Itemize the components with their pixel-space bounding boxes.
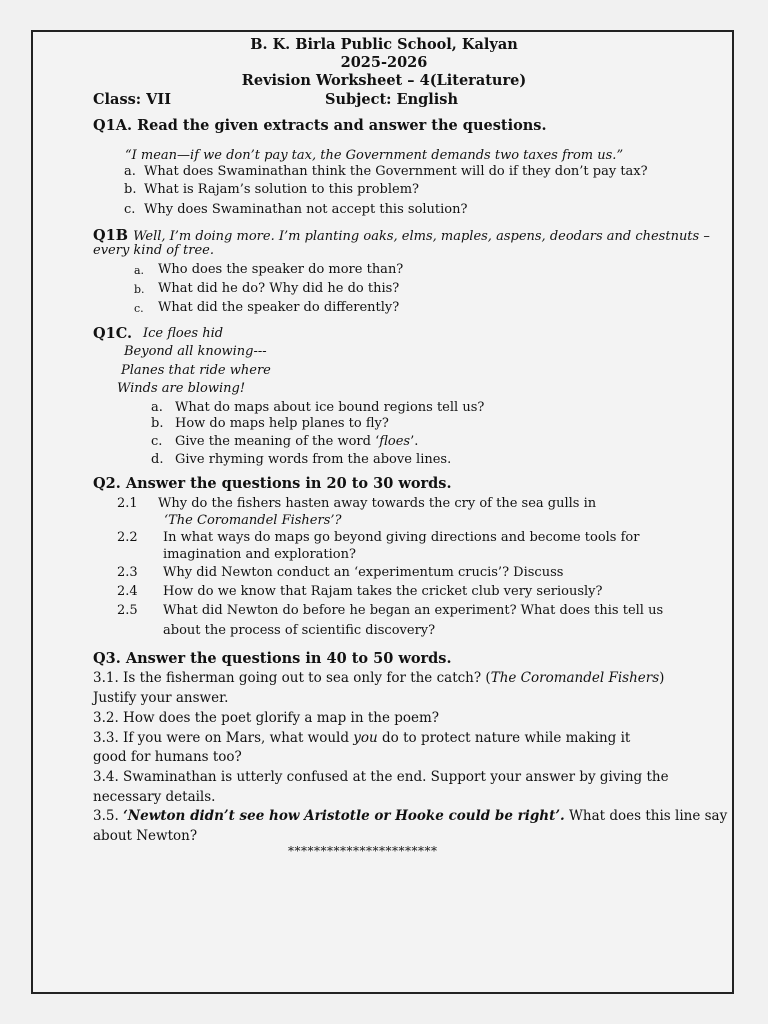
q2-item-number: 2.1	[117, 496, 138, 511]
q1c-item-text: What do maps about ice bound regions tell us?	[175, 400, 485, 415]
q2-item-text: How do we know that Rajam takes the cricket club very seriously?	[163, 584, 603, 599]
q1c-item-marker: a.	[151, 400, 163, 415]
q1a-item-text: What does Swaminathan think the Government will do if they don’t pay tax?	[144, 164, 648, 179]
school-name: B. K. Birla Public School, Kalyan	[250, 36, 518, 53]
q1a-heading: Q1A. Read the given extracts and answer the questions.	[93, 117, 547, 134]
q1a-item-marker: a.	[124, 164, 136, 179]
q1b-item-marker: c.	[134, 302, 144, 315]
q1a-item-marker: c.	[124, 202, 136, 217]
q2-item-number: 2.4	[117, 584, 138, 599]
q3-item-3-3-line2: good for humans too?	[93, 749, 242, 765]
q3-item-text: 3.3. If you were on Mars, what would	[93, 730, 354, 746]
q3-item-text: )	[659, 670, 665, 686]
q2-item-number: 2.2	[117, 530, 138, 545]
q1c-item-marker: c.	[151, 434, 163, 449]
q1c-item-marker: d.	[151, 452, 164, 467]
q1c-item-text-part: ’.	[410, 434, 419, 449]
q1a-item-text: What is Rajam’s solution to this problem?	[144, 182, 419, 197]
q2-item-number: 2.5	[117, 603, 138, 618]
end-stars-divider: ***********************	[288, 844, 438, 858]
q1b-extract-text: Well, I’m doing more. I’m planting oaks, elms, maples, aspens, deodars and chestnuts –	[133, 229, 710, 244]
q3-item-text: What does this line say	[564, 808, 728, 824]
q2-item-text-line2: about the process of scientific discovery?	[163, 623, 436, 638]
subject-label: Subject: English	[325, 91, 459, 108]
q1c-item-text-part: Give the meaning of the word ‘	[175, 434, 380, 449]
q1a-item-marker: b.	[124, 182, 137, 197]
q3-item-3-2: 3.2. How does the poet glorify a map in the poem?	[93, 710, 440, 726]
q2-item-number: 2.3	[117, 565, 138, 580]
q2-item-text-line2: ‘The Coromandel Fishers’?	[164, 513, 342, 528]
q3-item-3-1	[93, 670, 664, 686]
q3-item-italic: The Coromandel Fishers	[490, 670, 660, 686]
q1b-item-text: What did the speaker do differently?	[158, 300, 400, 315]
q1c-poem-line: Beyond all knowing---	[124, 344, 267, 359]
q1b-label: Q1B	[93, 227, 128, 244]
class-label: Class: VII	[93, 91, 171, 108]
q3-item-text: 3.1. Is the fisherman going out to sea only for the catch? (	[93, 670, 491, 686]
q1c-poem-line: Winds are blowing!	[117, 381, 246, 396]
q2-heading: Q2. Answer the questions in 20 to 30 words.	[93, 475, 452, 492]
q3-item-3-4: 3.4. Swaminathan is utterly confused at the end. Support your answer by giving the	[93, 769, 669, 785]
q1b-item-marker: a.	[134, 264, 145, 277]
q1a-extract: “I mean—if we don’t pay tax, the Government demands two taxes from us.”	[125, 148, 624, 163]
q1b-item-marker: b.	[134, 283, 145, 296]
q3-item-quote: ‘Newton didn’t see how Aristotle or Hooke could be right’.	[123, 808, 565, 824]
q1c-item-text	[175, 434, 418, 449]
academic-year: 2025-2026	[340, 54, 428, 71]
q3-item-3-5-line2: about Newton?	[93, 828, 198, 844]
q1c-poem-line: Ice floes hid	[143, 326, 224, 341]
q1b-extract-line2: every kind of tree.	[93, 243, 215, 258]
q1c-label: Q1C.	[93, 325, 133, 342]
q3-item-italic: you	[353, 730, 378, 746]
q3-heading: Q3. Answer the questions in 40 to 50 words.	[93, 650, 452, 667]
q1c-item-marker: b.	[151, 416, 164, 431]
q1b-item-text: Who does the speaker do more than?	[158, 262, 404, 277]
q3-item-3-5	[93, 808, 727, 824]
q2-item-text: Why do the fishers hasten away towards the cry of the sea gulls in	[158, 496, 597, 511]
q3-item-3-1-line2: Justify your answer.	[93, 690, 229, 706]
q3-item-3-4-line2: necessary details.	[93, 789, 216, 805]
q2-item-text: What did Newton do before he began an experiment? What does this tell us	[163, 603, 664, 618]
q1c-item-italic-word: floes	[379, 434, 411, 449]
q2-item-text: In what ways do maps go beyond giving directions and become tools for	[163, 530, 640, 545]
worksheet-title: Revision Worksheet – 4(Literature)	[241, 72, 527, 89]
q1c-poem-line: Planes that ride where	[121, 363, 271, 378]
q3-item-3-3	[93, 730, 630, 746]
q1c-item-text: Give rhyming words from the above lines.	[175, 452, 452, 467]
q1c-item-text: How do maps help planes to fly?	[175, 416, 389, 431]
q3-item-text: do to protect nature while making it	[377, 730, 631, 746]
q2-item-text-line2: imagination and exploration?	[163, 547, 356, 562]
q3-item-text: 3.5.	[93, 808, 124, 824]
q2-item-text: Why did Newton conduct an ‘experimentum crucis’? Discuss	[163, 565, 564, 580]
q1b-item-text: What did he do? Why did he do this?	[158, 281, 400, 296]
q1b-extract-line	[93, 225, 710, 244]
q1a-item-text: Why does Swaminathan not accept this solution?	[144, 202, 468, 217]
